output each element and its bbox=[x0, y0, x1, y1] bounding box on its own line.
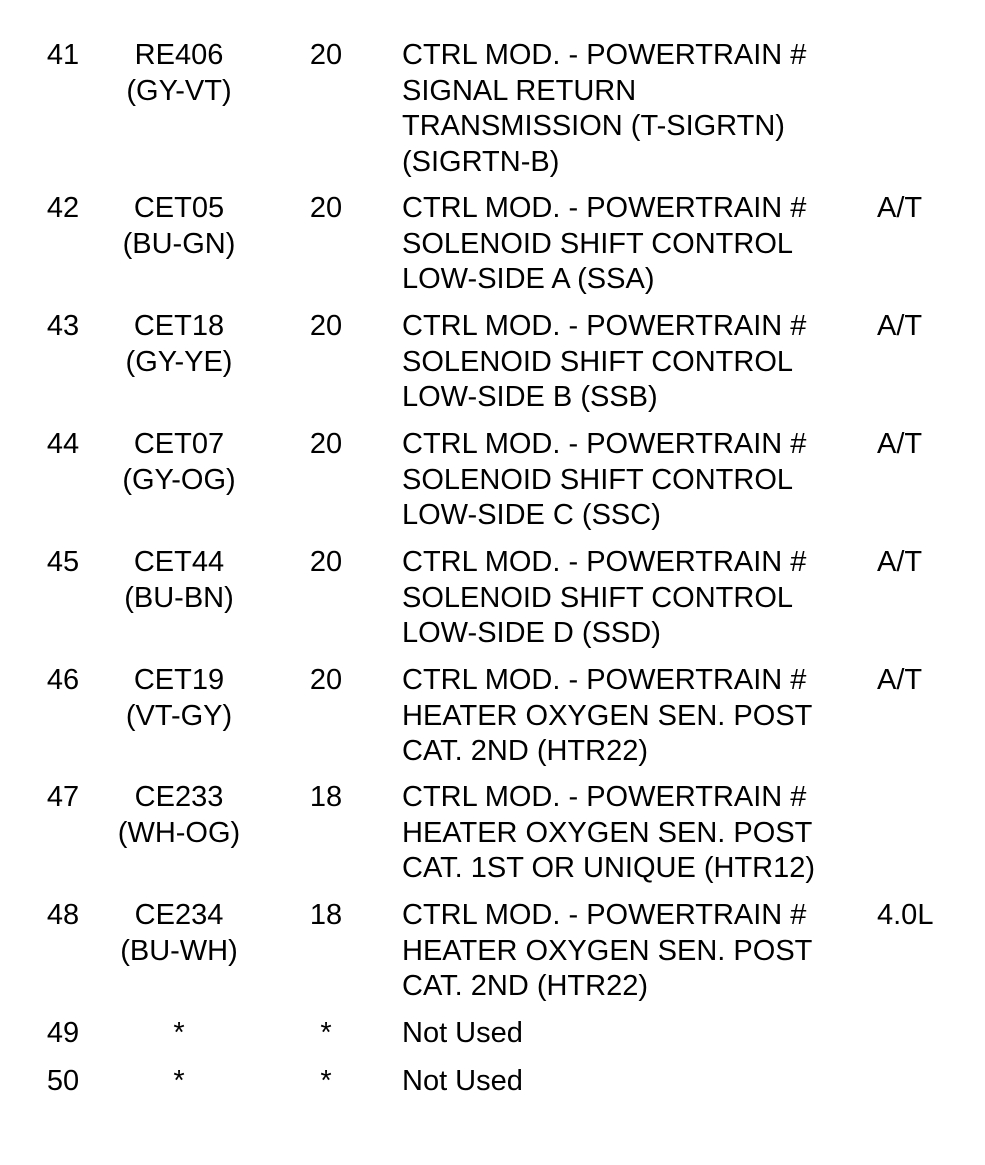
table-row bbox=[0, 545, 985, 663]
table-row bbox=[0, 309, 985, 427]
wire-gauge: 20 bbox=[309, 310, 343, 342]
wire-gauge: 20 bbox=[309, 546, 343, 578]
pin-number: 45 bbox=[46, 546, 80, 578]
function-line: CTRL MOD. - POWERTRAIN # bbox=[402, 310, 807, 342]
circuit-cell bbox=[108, 663, 250, 734]
pin-number: 49 bbox=[46, 1017, 80, 1049]
circuit-id: CET19 bbox=[133, 664, 225, 696]
circuit-cell bbox=[108, 1016, 250, 1052]
pin-number: 48 bbox=[46, 899, 80, 931]
wire-color: (BU-BN) bbox=[124, 581, 234, 614]
function-line: LOW-SIDE B (SSB) bbox=[402, 381, 658, 413]
function-cell bbox=[402, 38, 872, 180]
pin-number: 50 bbox=[46, 1065, 80, 1097]
function-line: (SIGRTN-B) bbox=[402, 145, 560, 178]
circuit-cell bbox=[108, 427, 250, 498]
wire-color: (WH-OG) bbox=[117, 816, 241, 849]
circuit-id: CE234 bbox=[134, 899, 224, 931]
wire-gauge: * bbox=[320, 1017, 332, 1049]
circuit-option: A/T bbox=[877, 192, 923, 224]
function-line: LOW-SIDE C (SSC) bbox=[402, 499, 661, 531]
table-row bbox=[0, 427, 985, 545]
circuit-id: CET07 bbox=[133, 428, 225, 460]
function-line: CTRL MOD. - POWERTRAIN # bbox=[402, 899, 807, 931]
table-row bbox=[0, 1064, 985, 1112]
function-line: CTRL MOD. - POWERTRAIN # bbox=[402, 192, 807, 224]
circuit-cell bbox=[108, 898, 250, 969]
function-line: CTRL MOD. - POWERTRAIN # bbox=[402, 664, 807, 696]
circuit-option: A/T bbox=[877, 664, 923, 696]
table-row bbox=[0, 898, 985, 1016]
circuit-id: RE406 bbox=[134, 39, 224, 71]
wire-color: (GY-OG) bbox=[122, 463, 236, 496]
function-line: CAT. 2ND (HTR22) bbox=[402, 735, 648, 767]
function-cell bbox=[402, 309, 872, 416]
function-line: CTRL MOD. - POWERTRAIN # bbox=[402, 546, 807, 578]
function-line: LOW-SIDE D (SSD) bbox=[402, 617, 661, 649]
function-line: HEATER OXYGEN SEN. POST bbox=[402, 816, 813, 849]
function-line: Not Used bbox=[402, 1017, 523, 1049]
table-row bbox=[0, 780, 985, 898]
wire-color: (BU-GN) bbox=[122, 227, 236, 260]
function-line: CTRL MOD. - POWERTRAIN # bbox=[402, 781, 807, 813]
pin-number: 41 bbox=[46, 39, 80, 71]
connector-pinout-table bbox=[0, 38, 985, 1112]
function-line: CAT. 1ST OR UNIQUE (HTR12) bbox=[402, 852, 816, 884]
pin-number: 46 bbox=[46, 664, 80, 696]
wire-gauge: 20 bbox=[309, 39, 343, 71]
function-line: HEATER OXYGEN SEN. POST bbox=[402, 934, 813, 967]
function-cell bbox=[402, 898, 872, 1005]
function-line: LOW-SIDE A (SSA) bbox=[402, 263, 655, 295]
circuit-id: * bbox=[173, 1017, 185, 1049]
function-line: Not Used bbox=[402, 1065, 523, 1097]
pin-number: 43 bbox=[46, 310, 80, 342]
wire-gauge: 20 bbox=[309, 428, 343, 460]
table-row bbox=[0, 663, 985, 780]
function-line: SOLENOID SHIFT CONTROL bbox=[402, 463, 794, 496]
circuit-option: A/T bbox=[877, 310, 923, 342]
circuit-id: CET05 bbox=[133, 192, 225, 224]
wire-gauge: 20 bbox=[309, 192, 343, 224]
circuit-id: * bbox=[173, 1065, 185, 1097]
wire-color: (GY-YE) bbox=[125, 345, 233, 378]
function-line: SOLENOID SHIFT CONTROL bbox=[402, 581, 794, 614]
wire-gauge: 20 bbox=[309, 664, 343, 696]
function-line: SIGNAL RETURN bbox=[402, 74, 637, 107]
circuit-id: CET44 bbox=[133, 546, 225, 578]
circuit-option: A/T bbox=[877, 546, 923, 578]
wire-gauge: * bbox=[320, 1065, 332, 1097]
pin-number: 47 bbox=[46, 781, 80, 813]
function-line: CTRL MOD. - POWERTRAIN # bbox=[402, 39, 807, 71]
wire-gauge: 18 bbox=[309, 899, 343, 931]
circuit-cell bbox=[108, 191, 250, 262]
function-line: SOLENOID SHIFT CONTROL bbox=[402, 227, 794, 260]
circuit-cell bbox=[108, 38, 250, 109]
circuit-id: CE233 bbox=[134, 781, 224, 813]
function-line: TRANSMISSION (T-SIGRTN) bbox=[402, 110, 785, 142]
pin-number: 42 bbox=[46, 192, 80, 224]
table-row bbox=[0, 1016, 985, 1064]
wire-color: (GY-VT) bbox=[126, 74, 232, 107]
circuit-cell bbox=[108, 545, 250, 616]
wire-color: (BU-WH) bbox=[120, 934, 238, 967]
function-cell bbox=[402, 1016, 872, 1052]
wire-color: (VT-GY) bbox=[125, 699, 233, 732]
function-cell bbox=[402, 780, 872, 887]
function-line: HEATER OXYGEN SEN. POST bbox=[402, 699, 813, 732]
circuit-option: A/T bbox=[877, 428, 923, 460]
circuit-id: CET18 bbox=[133, 310, 225, 342]
table-row bbox=[0, 191, 985, 309]
function-line: CAT. 2ND (HTR22) bbox=[402, 970, 648, 1002]
function-cell bbox=[402, 545, 872, 652]
pin-number: 44 bbox=[46, 428, 80, 460]
circuit-option: 4.0L bbox=[877, 899, 934, 931]
function-cell bbox=[402, 427, 872, 534]
circuit-cell bbox=[108, 780, 250, 851]
wire-gauge: 18 bbox=[309, 781, 343, 813]
function-line: SOLENOID SHIFT CONTROL bbox=[402, 345, 794, 378]
function-cell bbox=[402, 663, 872, 770]
circuit-cell bbox=[108, 309, 250, 380]
function-line: CTRL MOD. - POWERTRAIN # bbox=[402, 428, 807, 460]
table-row bbox=[0, 38, 985, 191]
function-cell bbox=[402, 1064, 872, 1100]
function-cell bbox=[402, 191, 872, 298]
circuit-cell bbox=[108, 1064, 250, 1100]
